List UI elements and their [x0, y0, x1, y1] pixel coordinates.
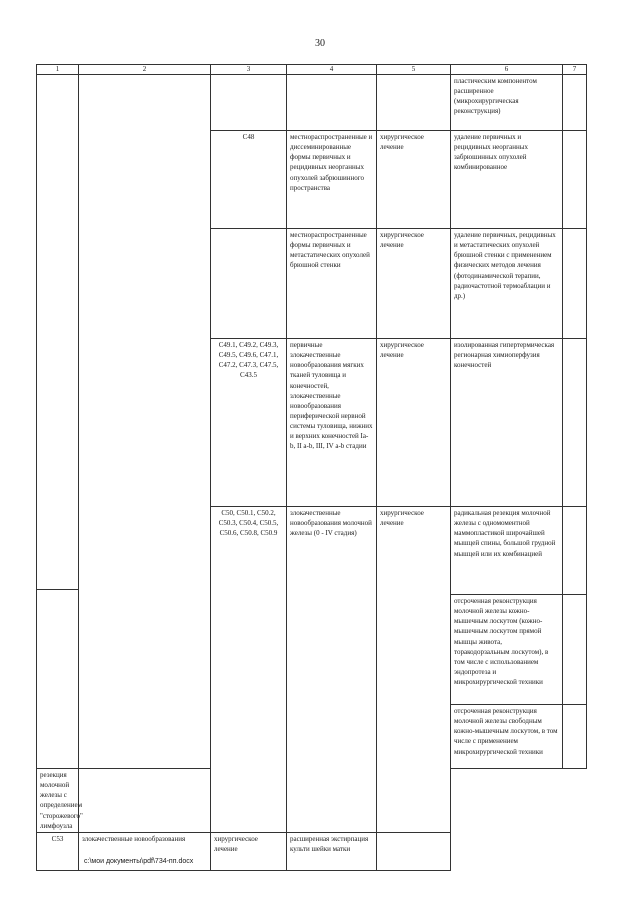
cell-col7: [563, 705, 587, 769]
cell-col1: [37, 75, 79, 769]
cell-col7: [563, 507, 587, 595]
cell-treatment-type: хирургическое лечение: [377, 339, 451, 507]
cell-col2: [79, 75, 211, 769]
cell-col7: [563, 229, 587, 339]
column-header: 5: [377, 65, 451, 75]
cell-condition: злокачественные новообразования: [79, 832, 211, 870]
cell-method: радикальная резекция молочной железы с одномоментной маммопластикой широчайшей мышцей спины, большой грудной мышцей или их комбинацией: [451, 507, 563, 595]
cell-col7: [563, 595, 587, 705]
cell-col7: [563, 75, 587, 131]
page-number: 30: [315, 38, 325, 49]
column-header: 1: [37, 65, 79, 75]
cell-codes: C53: [37, 832, 79, 870]
services-table: [36, 64, 587, 871]
cell-treatment-type: хирургическое лечение: [211, 832, 287, 870]
column-header: 3: [211, 65, 287, 75]
cell-condition: местнораспространенные формы первичных и метастатических опухолей брюшной стенки: [287, 229, 377, 339]
cell-treatment-type: хирургическое лечение: [377, 229, 451, 339]
header-row: [37, 65, 587, 75]
column-header: 4: [287, 65, 377, 75]
cell-condition: местнораспространенные и диссеминированные формы первичных и рецидивных неорганных опухолей забрюшинного пространства: [287, 131, 377, 229]
column-header: 6: [451, 65, 563, 75]
cell-treatment-type: [377, 75, 451, 131]
cell-method: резекция молочной железы с определением "сторожевого" лимфоузла: [37, 769, 79, 833]
cell-method: удаление первичных, рецидивных и метастатических опухолей брюшной стенки с применением физических методов лечения (фотодинамической терапии, радиочастотной термоаблации и др.): [451, 229, 563, 339]
cell-codes: [211, 75, 287, 131]
cell-treatment-type: хирургическое лечение: [377, 507, 451, 833]
column-header: 7: [563, 65, 587, 75]
cell-method: удаление первичных и рецидивных неорганных забрюшинных опухолей комбинированное: [451, 131, 563, 229]
cell-method: отсроченная реконструкция молочной железы свободным кожно-мышечным лоскутом, в том числе с применением микрохирургической техники: [451, 705, 563, 769]
cell-col7: [79, 769, 211, 833]
cell-codes: C50, C50.1, C50.2, C50.3, C50.4, C50.5, C50.6, C50.8, C50.9: [211, 507, 287, 833]
column-header: 2: [79, 65, 211, 75]
cell-method: изолированная гипертермическая регионарная химиоперфузия конечностей: [451, 339, 563, 507]
cell-method: отсроченная реконструкция молочной железы кожно-мышечным лоскутом (кожно-мышечным лоскутом прямой мышцы живота, торакодорзальным лоскутом), в том числе с использованием эндопротеза и микрохирургической техники: [451, 595, 563, 705]
cell-col7: [377, 832, 451, 870]
cell-method: расширенная экстирпация культи шейки матки: [287, 832, 377, 870]
cell-condition: [287, 75, 377, 131]
cell-codes: C48: [211, 131, 287, 229]
cell-condition: первичные злокачественные новообразования мягких тканей туловища и конечностей, злокачественные новообразования периферической нервной системы туловища, нижних и верхних конечностей Ia-b, II a-b, III, IV a-b стадии: [287, 339, 377, 507]
cell-method: пластическим компонентом расширенное (микрохирургическая реконструкция): [451, 75, 563, 131]
cell-codes: [211, 229, 287, 339]
cell-treatment-type: хирургическое лечение: [377, 131, 451, 229]
table-row: [37, 75, 587, 131]
cell-col7: [563, 131, 587, 229]
cell-codes: C49.1, C49.2, C49.3, C49.5, C49.6, C47.1, C47.2, C47.3, C47.5, C43.5: [211, 339, 287, 507]
cell-condition: злокачественные новообразования молочной железы (0 - IV стадия): [287, 507, 377, 833]
file-path-footer: c:\мои документы\pdf\734-пп.docx: [84, 858, 194, 865]
cell-col7: [563, 339, 587, 507]
